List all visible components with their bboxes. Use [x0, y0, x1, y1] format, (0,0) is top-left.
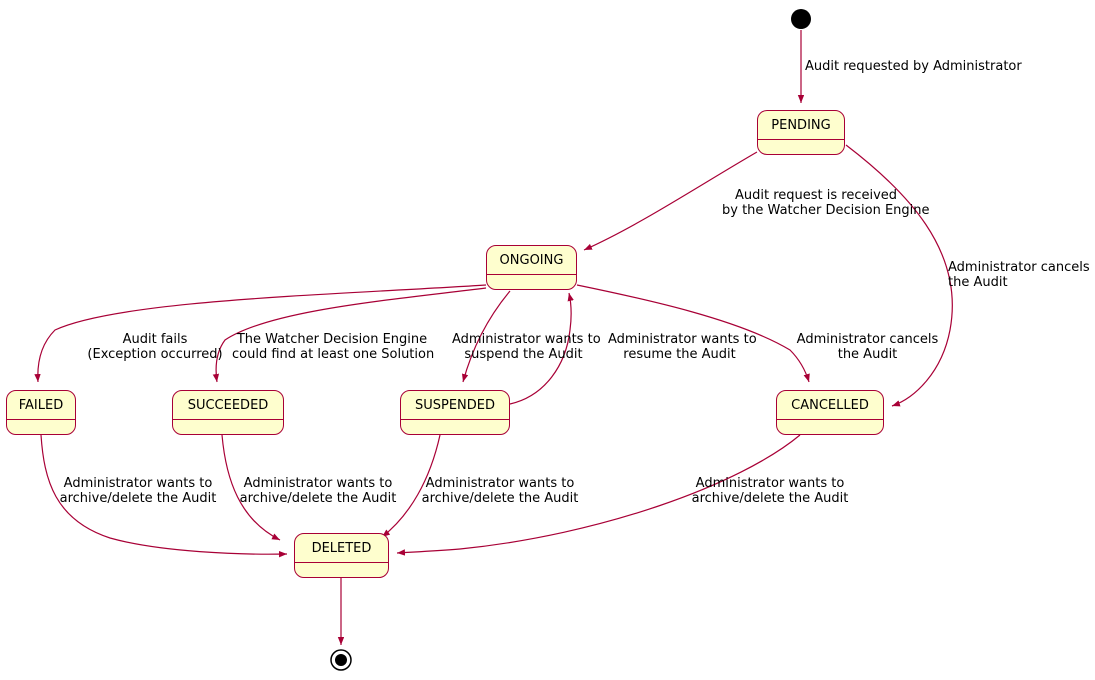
- end-node: [331, 650, 351, 670]
- state-deleted[interactable]: [294, 533, 389, 578]
- state-ongoing-body: [487, 275, 576, 290]
- state-succeeded-body: [173, 420, 283, 435]
- state-suspended-label: SUSPENDED: [401, 391, 509, 420]
- state-cancelled[interactable]: [776, 390, 884, 435]
- edge-label-failed-to-deleted-line2: archive/delete the Audit: [59, 491, 217, 506]
- edge-label-ongoing-to-failed-line2: (Exception occurred): [87, 347, 223, 362]
- edge-label-cancelled-to-deleted-line1: Administrator wants to: [695, 476, 845, 491]
- state-suspended[interactable]: [400, 390, 510, 435]
- state-suspended-body: [401, 420, 509, 435]
- edge-label-pending-to-cancelled-line2: the Audit: [948, 275, 1008, 290]
- edge-label-pending-to-cancelled-line1: Administrator cancels: [948, 260, 1090, 275]
- state-pending-body: [758, 140, 844, 155]
- state-cancelled-body: [777, 420, 883, 435]
- state-deleted-body: [295, 563, 388, 578]
- edge-label-suspended-to-deleted-line2: archive/delete the Audit: [421, 491, 579, 506]
- state-ongoing-label: ONGOING: [487, 246, 576, 275]
- edge-label-ongoing-to-succeeded-line1: The Watcher Decision Engine: [236, 332, 428, 347]
- edge-label-ongoing-to-suspended-line2: suspend the Audit: [464, 347, 583, 362]
- edge-label-suspended-to-ongoing-line2: resume the Audit: [623, 347, 736, 362]
- state-failed-label: FAILED: [7, 391, 75, 420]
- state-succeeded[interactable]: [172, 390, 284, 435]
- state-deleted-label: DELETED: [295, 534, 388, 563]
- edge-label-ongoing-to-suspended-line1: Administrator wants to: [452, 332, 601, 347]
- edge-label-succeeded-to-deleted-line2: archive/delete the Audit: [239, 491, 397, 506]
- state-pending[interactable]: [757, 110, 845, 155]
- edge-label-ongoing-to-cancelled-line1: Administrator cancels: [796, 332, 939, 347]
- edge-label-succeeded-to-deleted-line1: Administrator wants to: [243, 476, 393, 491]
- edge-label-ongoing-to-failed-line1: Audit fails: [122, 332, 188, 347]
- state-pending-label: PENDING: [758, 111, 844, 140]
- start-node: [791, 9, 811, 29]
- edge-label-pending-to-ongoing-line1: Audit request is received: [734, 188, 898, 203]
- edge-label-pending-to-ongoing-line2: by the Watcher Decision Engine: [722, 203, 930, 218]
- edge-label-ongoing-to-cancelled-line2: the Audit: [837, 347, 898, 362]
- edge-label-suspended-to-deleted-line1: Administrator wants to: [425, 476, 575, 491]
- edge-label-ongoing-to-succeeded-line2: could find at least one Solution: [232, 347, 435, 362]
- state-failed[interactable]: [6, 390, 76, 435]
- edge-label-failed-to-deleted-line1: Administrator wants to: [63, 476, 213, 491]
- edge-label-suspended-to-ongoing-line1: Administrator wants to: [608, 332, 757, 347]
- state-ongoing[interactable]: [486, 245, 577, 290]
- state-succeeded-label: SUCCEEDED: [173, 391, 283, 420]
- edge-pending-to-cancelled: [846, 145, 952, 406]
- state-failed-body: [7, 420, 75, 435]
- edge-label-start-to-pending: Audit requested by Administrator: [805, 59, 1022, 74]
- state-cancelled-label: CANCELLED: [777, 391, 883, 420]
- edge-label-cancelled-to-deleted-line2: archive/delete the Audit: [691, 491, 849, 506]
